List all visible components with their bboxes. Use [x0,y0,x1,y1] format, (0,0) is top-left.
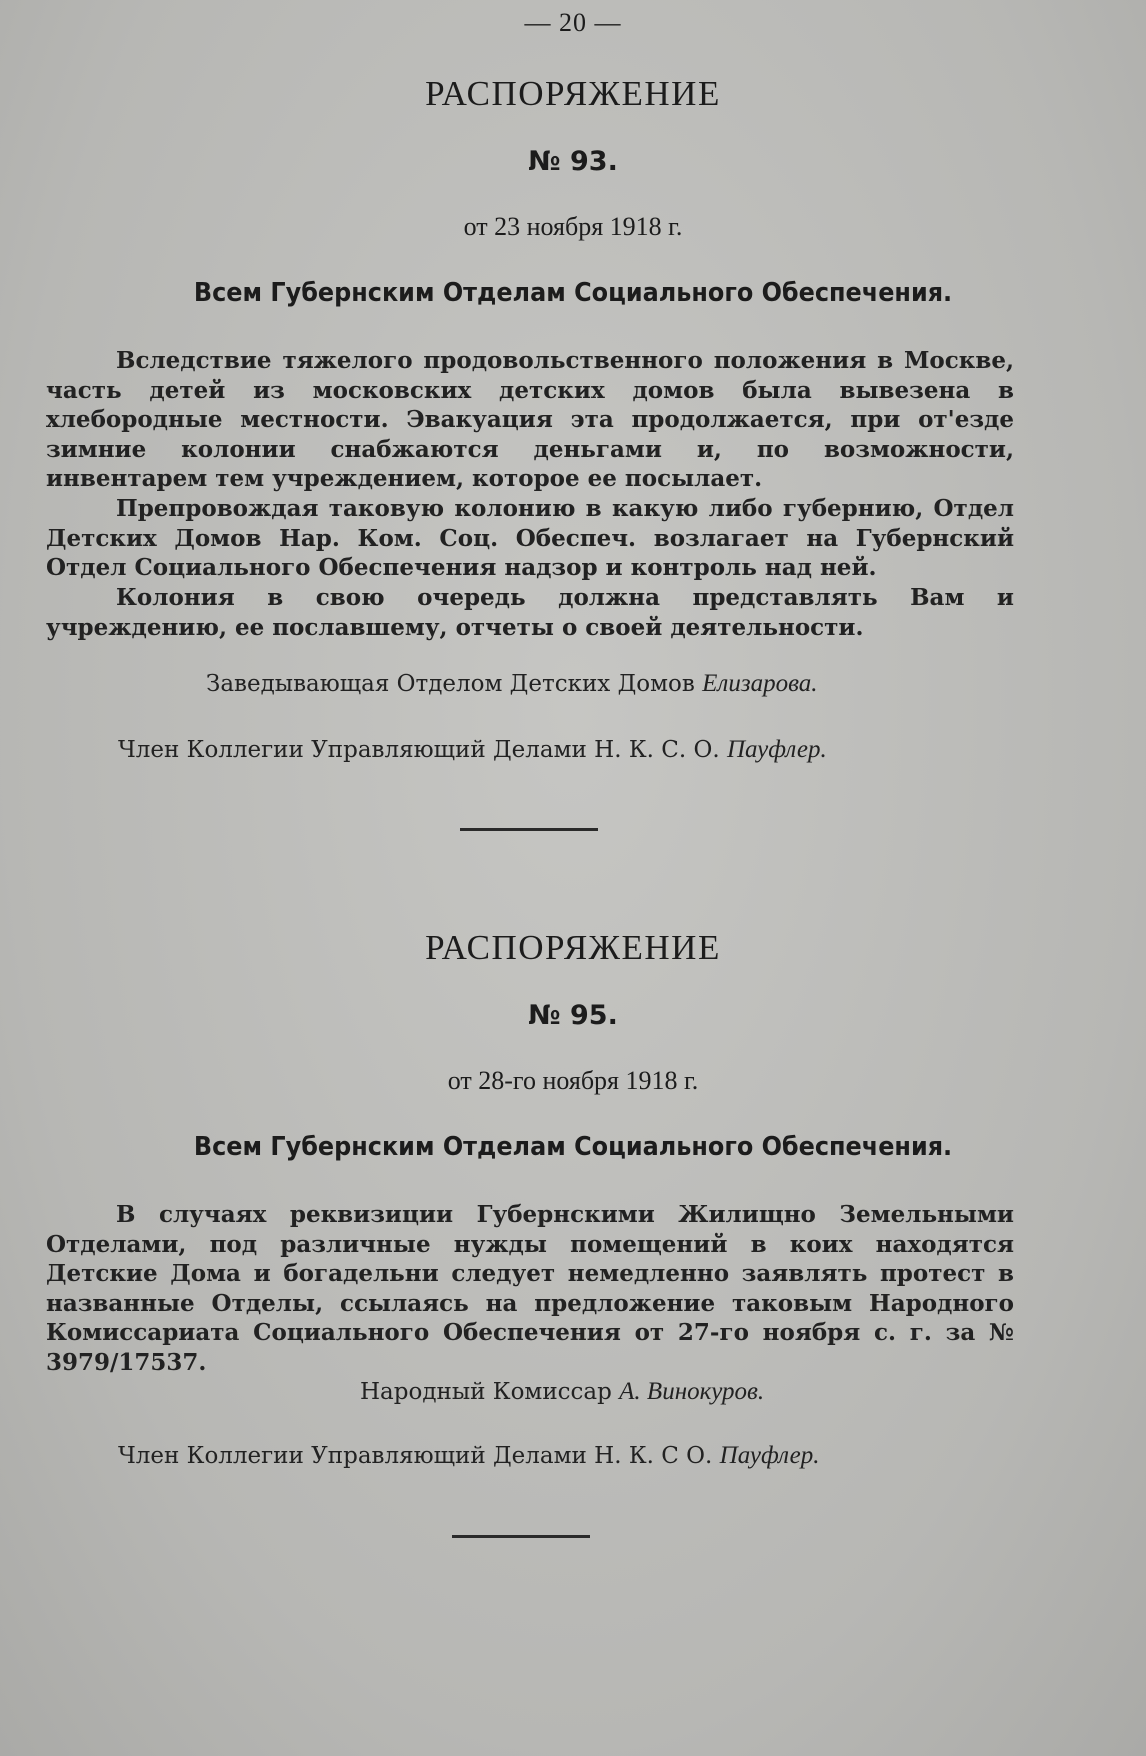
order-paragraph: В случаях реквизиции Губернскими Жилищно Земельными Отделами, под различные нужды помещений в коих находятся Детские Дома и богадельни следует немедленно заявлять протест в названные Отделы, ссылаясь на предложение таковым Народного Комиссариата Социального Обеспечения от 27-го ноября с. г. за № 3979/17537. [46,1201,1014,1376]
signature-line [118,736,827,764]
order-date: от 23 ноября 1918 г. [463,212,683,241]
page-number: — 20 — [524,8,622,37]
signature-name: Пауфлер. [719,1442,820,1469]
order-heading: РАСПОРЯЖЕНИЕ [425,74,721,113]
order-addressee: Всем Губернским Отделам Социального Обеспечения. [193,278,953,308]
signature-title: Член Коллегии Управляющий Делами Н. К. С О. [118,1443,713,1469]
signature-name: А. Винокуров. [619,1378,765,1405]
order-number: № 93. [528,146,618,177]
order-date: от 28-го ноября 1918 г. [447,1066,699,1095]
signature-title: Заведывающая Отделом Детских Домов [206,671,695,697]
signature-line [118,1442,819,1470]
signature-title: Народный Комиссар [360,1379,612,1405]
signature-line [206,670,818,698]
order-paragraph: Вследствие тяжелого продовольственного положения в Москве, часть детей из московских детских домов была вывезена в хлебородные местности. Эвакуация эта продолжается, при от'езде зимние колонии снабжаются деньгами и, по возможности, инвентарем тем учреждением, которое ее посылает. [46,347,1014,492]
section-divider [460,828,598,831]
signature-name: Елизарова. [702,670,818,697]
signature-title: Член Коллегии Управляющий Делами Н. К. С. О. [118,737,720,763]
signature-name: Пауфлер. [726,736,827,763]
section-divider [452,1535,590,1538]
order-paragraph: Колония в свою очередь должна представлять Вам и учреждению, ее пославшему, отчеты о своей деятельности. [46,584,1014,641]
order-number: № 95. [528,1000,618,1031]
order-paragraph: Препровождая таковую колонию в какую либо губернию, Отдел Детских Домов Нар. Ком. Соц. Обеспеч. возлагает на Губернский Отдел Социального Обеспечения надзор и контроль над ней. [46,495,1014,581]
order-addressee: Всем Губернским Отделам Социального Обеспечения. [193,1132,953,1162]
order-heading: РАСПОРЯЖЕНИЕ [425,928,721,967]
signature-line [360,1378,764,1406]
